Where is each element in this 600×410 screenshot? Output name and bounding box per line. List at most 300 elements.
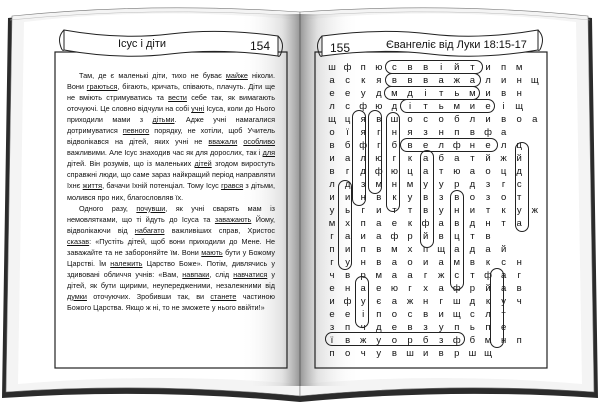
text-run: бути у Божому Царстві. Їм [67, 247, 275, 268]
right-page-number: 155 [330, 41, 351, 55]
grid-letter: и [438, 309, 444, 320]
text-run: важливими. Але Ісус знаходив час як для дорослих, так і [67, 148, 263, 158]
grid-letter: з [423, 322, 428, 333]
grid-letter: е [485, 101, 491, 112]
grid-letter: и [329, 192, 335, 203]
grid-letter: а [438, 283, 444, 294]
found-word-outline [384, 86, 480, 100]
grid-letter: в [423, 62, 429, 73]
grid-letter: ф [343, 296, 352, 307]
grid-letter: н [360, 257, 366, 268]
grid-letter: и [376, 205, 382, 216]
grid-letter: і [408, 101, 412, 112]
grid-letter: в [329, 166, 335, 177]
grid-letter: б [391, 140, 398, 151]
grid-letter: у [360, 88, 366, 99]
grid-letter: в [454, 218, 460, 229]
grid-letter: з [439, 335, 444, 346]
grid-letter: н [438, 127, 444, 138]
grid-letter: м [469, 88, 476, 99]
text-run: , бігають, кричать, співають, плачуть. Діти ще не вміють стримуватись та [67, 82, 276, 103]
grid-letter: ь [345, 205, 351, 216]
grid-letter: м [391, 88, 398, 99]
grid-letter: т [470, 62, 475, 73]
grid-letter: о [391, 335, 398, 346]
grid-letter: й [454, 62, 460, 73]
grid-letter: м [375, 179, 383, 190]
grid-letter: ю [375, 153, 383, 164]
grid-letter: ш [390, 114, 399, 125]
grid-letter: ф [359, 101, 368, 112]
underlined-word: належить [110, 258, 143, 268]
grid-letter: в [501, 88, 507, 99]
grid-letter: б [454, 114, 460, 125]
grid-letter: п [329, 348, 335, 359]
grid-letter: ц [454, 231, 460, 242]
left-page-number: 154 [250, 39, 271, 53]
grid-letter: и [344, 244, 351, 255]
grid-letter: в [501, 114, 507, 125]
grid-letter: п [376, 309, 382, 320]
grid-letter: л [485, 309, 491, 320]
grid-letter: ю [390, 283, 398, 294]
grid-letter: й [485, 153, 491, 164]
grid-letter: ф [452, 140, 461, 151]
grid-letter: у [501, 296, 506, 307]
text-run: у дітей, як бути щирими, неупередженими, незалежними від [67, 269, 276, 290]
grid-letter: а [516, 218, 522, 229]
text-run: Одного разу, [79, 203, 137, 213]
grid-letter: у [423, 179, 428, 190]
text-run: , як учні сварять мам із немовлятками, що ті йдуть до Ісуса та [67, 203, 275, 224]
grid-letter: ю [375, 101, 383, 112]
underlined-word: для [262, 148, 275, 158]
grid-letter: а [454, 153, 460, 164]
text-run: згодом виростуть справжні люди, що саме зараз найкращий період направляти їхнє [67, 159, 275, 191]
grid-letter: т [439, 88, 444, 99]
grid-letter: р [407, 231, 413, 242]
grid-letter: с [423, 114, 428, 125]
grid-letter: а [469, 75, 476, 86]
grid-letter: л [329, 179, 335, 190]
found-word-outline [400, 138, 498, 152]
underlined-word: дітей [194, 159, 212, 169]
underlined-word: навпаки [182, 269, 210, 279]
grid-letter: в [423, 205, 429, 216]
text-run: себе так, як вимагають оточуючі. Це словно відчули на собі [67, 93, 275, 114]
grid-letter: с [470, 309, 475, 320]
grid-letter: ь [454, 88, 460, 99]
grid-letter: д [360, 166, 366, 177]
grid-letter: я [376, 75, 382, 86]
grid-letter: а [454, 244, 460, 255]
grid-letter: е [344, 309, 351, 320]
grid-letter: х [407, 244, 413, 255]
grid-letter: з [329, 322, 335, 333]
grid-letter: а [438, 75, 444, 86]
underlined-word: певного [122, 126, 150, 136]
grid-letter: р [360, 270, 366, 281]
grid-letter: к [407, 218, 413, 229]
grid-letter: к [485, 257, 491, 268]
grid-letter: з [439, 192, 444, 203]
grid-letter: е [329, 88, 335, 99]
underlined-word: вважали [208, 137, 238, 147]
grid-letter: ш [328, 62, 336, 73]
grid-letter: с [454, 270, 460, 281]
grid-letter: м [515, 62, 523, 73]
grid-letter: а [360, 283, 366, 294]
grid-letter: н [454, 205, 460, 216]
grid-letter: и [485, 62, 491, 73]
grid-letter: о [500, 192, 507, 203]
grid-letter: в [423, 309, 429, 320]
grid-letter: н [391, 179, 398, 190]
grid-letter: н [360, 192, 366, 203]
grid-letter: м [453, 257, 461, 268]
grid-letter: д [376, 322, 382, 333]
grid-letter: й [422, 231, 429, 242]
grid-letter: а [376, 231, 382, 242]
grid-letter: п [485, 322, 491, 333]
grid-letter: ч [360, 348, 366, 359]
grid-letter: й [516, 153, 522, 164]
grid-letter: т [392, 205, 397, 216]
grid-letter: о [329, 127, 335, 138]
grid-letter: м [484, 335, 492, 346]
grid-letter: щ [328, 114, 336, 125]
found-word-outline [420, 150, 434, 248]
grid-letter: щ [515, 101, 524, 112]
grid-letter: є [376, 296, 382, 307]
grid-letter: в [376, 244, 382, 255]
grid-letter: н [500, 335, 507, 346]
grid-letter: о [344, 348, 351, 359]
text-run: Ісуса, коли до Нього приходили мами з [67, 104, 275, 125]
grid-letter: ч [516, 296, 522, 307]
grid-letter: к [501, 205, 506, 216]
grid-letter: е [329, 309, 335, 320]
grid-letter: к [485, 296, 491, 307]
grid-letter: ч [360, 322, 366, 333]
grid-letter: м [406, 179, 414, 190]
grid-letter: г [517, 270, 521, 281]
grid-letter: т [470, 231, 475, 242]
grid-letter: о [407, 114, 413, 125]
grid-letter: л [438, 140, 444, 151]
grid-letter: ф [452, 283, 461, 294]
text-run: важливіших справ, Христос [164, 225, 275, 235]
grid-letter: ь [438, 101, 444, 112]
grid-letter: з [485, 179, 491, 190]
grid-letter: й [485, 283, 491, 294]
text-run: Йому, відволікаючи від [67, 214, 275, 235]
text-run: дітей. Він розумів, що із маленьких [67, 159, 195, 169]
grid-letter: л [469, 114, 476, 125]
underlined-word: думки [67, 291, 87, 301]
text-run: частиною Божого Царства. Якщо ж ні, то не зможете у нього ввійти!» [67, 291, 275, 312]
grid-letter: д [516, 166, 522, 177]
grid-letter: м [328, 218, 336, 229]
found-word-outline [386, 112, 400, 212]
grid-letter: с [392, 62, 397, 73]
underlined-word: особливо [243, 137, 276, 147]
grid-letter: к [361, 75, 366, 86]
grid-letter: т [485, 205, 491, 216]
text-run: . Адже учні намагалися дотримуватися [67, 115, 275, 136]
text-run: : «Пустіть дітей, щоб вони приходили до Мене. Не заважайте та не забороняйте їм. Вони [67, 236, 275, 257]
found-word-outline [325, 332, 465, 346]
grid-letter: ї [330, 335, 334, 346]
grid-letter: ф [343, 62, 352, 73]
grid-letter: т [407, 205, 413, 216]
grid-letter: у [345, 257, 350, 268]
grid-letter: н [422, 296, 429, 307]
grid-letter: а [500, 270, 507, 281]
grid-letter: е [344, 88, 351, 99]
grid-letter: б [469, 335, 476, 346]
grid-letter: л [500, 140, 507, 151]
underlined-word: станете [210, 291, 237, 301]
grid-letter: в [485, 231, 491, 242]
grid-letter: у [438, 179, 444, 190]
grid-letter: г [423, 270, 428, 281]
grid-letter: ф [390, 231, 399, 242]
grid-letter: д [469, 218, 476, 229]
grid-letter: т [501, 309, 506, 320]
found-word-outline [352, 110, 366, 206]
grid-letter: е [422, 140, 429, 151]
grid-letter: и [360, 231, 366, 242]
grid-letter: щ [484, 348, 492, 359]
grid-letter: к [407, 153, 413, 164]
grid-letter: н [516, 88, 522, 99]
grid-letter: п [516, 335, 522, 346]
grid-letter: р [454, 179, 460, 190]
grid-letter: т [517, 192, 522, 203]
grid-letter: в [423, 75, 429, 86]
grid-letter: в [376, 257, 382, 268]
grid-letter: ж [531, 205, 538, 216]
grid-letter: в [391, 75, 397, 86]
right-page-title: Євангеліє від Луки 18:15-17 [386, 39, 527, 51]
underlined-word: життя [82, 181, 103, 191]
grid-letter: а [407, 270, 413, 281]
grid-letter: о [516, 114, 522, 125]
grid-letter: о [438, 114, 444, 125]
grid-letter: е [391, 322, 398, 333]
grid-letter: с [345, 75, 350, 86]
grid-letter: и [469, 205, 476, 216]
grid-letter: а [422, 166, 429, 177]
grid-letter: а [485, 244, 491, 255]
grid-letter: с [345, 101, 350, 112]
grid-letter: е [500, 322, 507, 333]
grid-letter: ц [344, 114, 351, 125]
grid-letter: ф [484, 270, 492, 281]
grid-letter: и [422, 348, 429, 359]
grid-letter: ь [469, 322, 475, 333]
grid-letter: а [329, 75, 335, 86]
found-word-outline [385, 60, 483, 74]
grid-letter: ш [468, 348, 477, 359]
grid-letter: щ [530, 75, 539, 86]
grid-letter: л [360, 153, 366, 164]
underlined-word: учні [191, 104, 205, 114]
grid-letter: в [407, 62, 413, 73]
grid-letter: н [344, 283, 351, 294]
grid-letter: і [424, 88, 427, 99]
grid-letter: у [329, 205, 335, 216]
underlined-word: дітьми [152, 115, 175, 125]
grid-letter: ф [484, 127, 492, 138]
grid-letter: а [500, 127, 507, 138]
grid-letter: і [440, 62, 443, 73]
grid-letter: н [391, 127, 398, 138]
grid-letter: ю [390, 166, 398, 177]
grid-letter: и [485, 88, 491, 99]
grid-letter: л [485, 75, 491, 86]
grid-letter: в [407, 322, 413, 333]
grid-letter: у [438, 322, 444, 333]
grid-letter: в [423, 192, 429, 203]
grid-letter: і [502, 101, 505, 112]
grid-letter: и [329, 296, 335, 307]
grid-letter: ж [438, 270, 445, 281]
underlined-word: майже [225, 71, 248, 80]
grid-letter: ц [500, 166, 507, 177]
grid-letter: е [376, 283, 382, 294]
underlined-word: навчатися [233, 269, 268, 279]
grid-letter: а [532, 114, 538, 125]
grid-letter: а [391, 270, 398, 281]
grid-letter: в [345, 335, 351, 346]
grid-letter: р [454, 348, 460, 359]
grid-letter: а [500, 283, 507, 294]
found-word-outline [338, 180, 352, 270]
grid-letter: в [469, 127, 475, 138]
grid-letter: т [439, 166, 444, 177]
grid-letter: ф [452, 335, 461, 346]
grid-letter: д [407, 88, 413, 99]
grid-letter: о [391, 309, 398, 320]
grid-letter: т [470, 153, 475, 164]
grid-letter: ж [360, 335, 367, 346]
underlined-word: грався [221, 181, 244, 191]
underlined-word: мають [201, 247, 223, 257]
found-word-outline [368, 110, 382, 194]
grid-letter: у [438, 205, 444, 216]
left-page-title: Ісус і діти [118, 38, 167, 50]
grid-letter: ф [359, 140, 368, 151]
grid-letter: в [391, 348, 397, 359]
grid-letter: ї [346, 127, 349, 138]
grid-letter: т [501, 218, 506, 229]
grid-letter: з [423, 127, 428, 138]
text-run: порядку, не хотіли, щоб Учитель відволікався на дітей, яких учні не [67, 126, 275, 147]
found-word-outline [385, 73, 481, 87]
grid-letter: і [362, 309, 365, 320]
grid-letter: д [469, 244, 476, 255]
grid-letter: с [501, 257, 506, 268]
grid-letter: и [422, 257, 429, 268]
grid-letter: е [329, 283, 335, 294]
grid-letter: и [344, 192, 351, 203]
grid-letter: г [392, 153, 397, 164]
grid-letter: а [391, 296, 398, 307]
grid-letter: ю [453, 166, 461, 177]
grid-letter: п [360, 62, 366, 73]
text-run: з дітьми, молився про них, благословляв їх. [67, 181, 275, 202]
grid-letter: р [469, 283, 476, 294]
grid-letter: ш [406, 348, 414, 359]
grid-letter: а [438, 218, 444, 229]
found-word-outline [355, 276, 369, 328]
found-word-outline [450, 190, 464, 290]
grid-letter: ф [374, 166, 383, 177]
found-word-outline [400, 99, 495, 113]
grid-letter: а [438, 257, 444, 268]
grid-letter: е [485, 140, 491, 151]
grid-letter: з [485, 192, 491, 203]
grid-letter: в [329, 140, 335, 151]
grid-letter: м [453, 101, 461, 112]
found-word-outline [515, 142, 529, 232]
grid-letter: п [360, 218, 366, 229]
grid-letter: г [377, 127, 381, 138]
grid-letter: п [329, 244, 335, 255]
grid-letter: ж [500, 153, 507, 164]
grid-letter: х [423, 283, 428, 294]
grid-letter: г [501, 179, 506, 190]
grid-letter: т [423, 101, 428, 112]
grid-letter: у [376, 348, 382, 359]
grid-letter: ж [453, 75, 460, 86]
grid-letter: г [345, 166, 350, 177]
grid-letter: й [500, 244, 507, 255]
grid-letter: б [344, 140, 351, 151]
grid-letter: и [485, 114, 491, 125]
grid-letter: к [392, 192, 397, 203]
grid-letter: т [470, 270, 475, 281]
underlined-word: вести [168, 93, 187, 103]
grid-letter: и [500, 75, 507, 86]
grid-letter: я [407, 127, 413, 138]
underlined-word: почувши [136, 203, 166, 213]
grid-letter: я [360, 114, 366, 125]
grid-letter: у [376, 335, 382, 346]
grid-letter: в [345, 270, 351, 281]
underlined-word: набагато [134, 225, 165, 235]
grid-letter: о [485, 166, 491, 177]
grid-letter: х [345, 218, 350, 229]
grid-letter: я [360, 127, 366, 138]
grid-letter: ф [421, 218, 430, 229]
grid-letter: а [376, 218, 382, 229]
grid-letter: г [439, 296, 443, 307]
grid-letter: в [407, 140, 413, 151]
grid-letter: л [329, 101, 335, 112]
grid-letter: н [469, 140, 476, 151]
grid-letter: ц [516, 140, 522, 151]
grid-letter: в [454, 192, 460, 203]
grid-letter: м [391, 244, 398, 255]
grid-letter: г [330, 231, 334, 242]
grid-letter: д [344, 179, 351, 190]
grid-letter: ж [406, 296, 414, 307]
grid-letter: п [454, 322, 460, 333]
grid-letter: б [438, 153, 444, 164]
